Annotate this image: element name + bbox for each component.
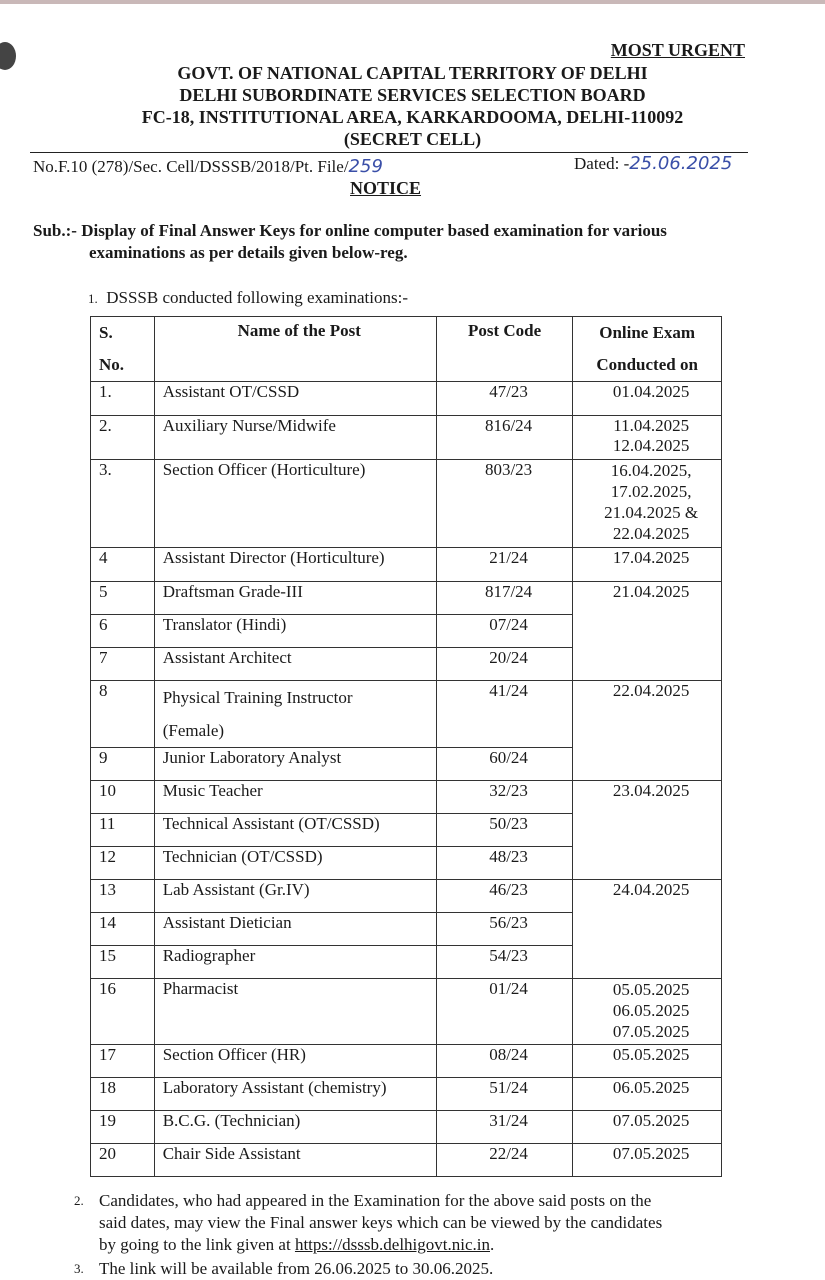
cell-sno: 7 <box>91 648 155 681</box>
subject-line1: Display of Final Answer Keys for online computer based examination for various <box>81 221 667 240</box>
table-row <box>91 681 722 748</box>
table-row <box>91 416 722 460</box>
dated-handwritten: 25.06.2025 <box>629 153 733 174</box>
cell-post: Laboratory Assistant (chemistry) <box>154 1078 436 1111</box>
cell-post: Radiographer <box>154 946 436 979</box>
cell-sno: 3. <box>91 460 155 548</box>
answer-key-link[interactable]: https://dsssb.delhigovt.nic.in <box>294 1235 490 1254</box>
subject-label: Sub.:- <box>33 221 77 240</box>
file-number <box>33 156 383 177</box>
cell-date-merged: 21.04.2025 <box>573 582 722 681</box>
cell-date: 01.04.2025 <box>573 382 722 416</box>
cell-sno: 10 <box>91 781 155 814</box>
cell-post: Pharmacist <box>154 979 436 1045</box>
subject-line2: examinations as per details given below-reg. <box>89 243 408 262</box>
cell-sno: 15 <box>91 946 155 979</box>
cell-date: 16.04.2025, 17.02.2025, 21.04.2025 & 22.04.2025 <box>573 460 722 548</box>
cell-code: 51/24 <box>436 1078 573 1111</box>
table-header-row <box>91 317 722 382</box>
cell-post: Technical Assistant (OT/CSSD) <box>154 814 436 847</box>
paragraph-3-num: 3. <box>74 1261 84 1276</box>
cell-sno: 16 <box>91 979 155 1045</box>
paragraph-2-line1: Candidates, who had appeared in the Examination for the above said posts on the <box>99 1191 652 1210</box>
cell-code: 41/24 <box>436 681 573 748</box>
cell-post: Auxiliary Nurse/Midwife <box>154 416 436 460</box>
cell-code: 01/24 <box>436 979 573 1045</box>
table-row <box>91 781 722 814</box>
cell-code: 803/23 <box>436 460 573 548</box>
cell-sno: 5 <box>91 582 155 615</box>
cell-sno: 17 <box>91 1045 155 1078</box>
table-row <box>91 1111 722 1144</box>
cell-post: Music Teacher <box>154 781 436 814</box>
cell-code: 50/23 <box>436 814 573 847</box>
cell-date: 05.05.2025 <box>573 1045 722 1078</box>
table-row <box>91 1045 722 1078</box>
paragraph-3 <box>74 1258 774 1280</box>
cell-post: Assistant Dietician <box>154 913 436 946</box>
cell-code: 07/24 <box>436 615 573 648</box>
table-row <box>91 582 722 615</box>
notice-title: NOTICE <box>350 178 422 198</box>
cell-sno: 14 <box>91 913 155 946</box>
table-row <box>91 979 722 1045</box>
cell-code: 20/24 <box>436 648 573 681</box>
cell-code: 47/23 <box>436 382 573 416</box>
cell-date: 17.04.2025 <box>573 548 722 582</box>
cell-code: 816/24 <box>436 416 573 460</box>
header-cell: (SECRET CELL) <box>343 129 482 149</box>
header-date: Online Exam Conducted on <box>573 317 722 382</box>
cell-post: Lab Assistant (Gr.IV) <box>154 880 436 913</box>
cell-code: 817/24 <box>436 582 573 615</box>
cell-sno: 12 <box>91 847 155 880</box>
exam-table <box>90 316 722 1177</box>
cell-date: 05.05.2025 06.05.2025 07.05.2025 <box>573 979 722 1045</box>
item-1-num: 1. <box>88 291 98 306</box>
cell-code: 21/24 <box>436 548 573 582</box>
paragraph-2-line3: by going to the link given at https://dsssb.delhigovt.nic.in. <box>99 1235 495 1254</box>
table-row <box>91 382 722 416</box>
cell-date: 11.04.2025 12.04.2025 <box>573 416 722 460</box>
cell-code: 31/24 <box>436 1111 573 1144</box>
cell-sno: 8 <box>91 681 155 748</box>
cell-post: Junior Laboratory Analyst <box>154 748 436 781</box>
table-row <box>91 460 722 548</box>
cell-code: 08/24 <box>436 1045 573 1078</box>
cell-date-merged: 24.04.2025 <box>573 880 722 979</box>
cell-code: 54/23 <box>436 946 573 979</box>
cell-date-merged: 23.04.2025 <box>573 781 722 880</box>
cell-sno: 6 <box>91 615 155 648</box>
cell-sno: 4 <box>91 548 155 582</box>
header-sno: S. No. <box>91 317 155 382</box>
cell-post: B.C.G. (Technician) <box>154 1111 436 1144</box>
cell-sno: 2. <box>91 416 155 460</box>
table-row <box>91 1078 722 1111</box>
item-1-text: DSSSB conducted following examinations:- <box>106 288 408 307</box>
cell-code: 32/23 <box>436 781 573 814</box>
cell-post: Translator (Hindi) <box>154 615 436 648</box>
cell-post: Section Officer (HR) <box>154 1045 436 1078</box>
file-number-prefix: No.F.10 (278)/Sec. Cell/DSSSB/2018/Pt. File/ <box>33 157 349 176</box>
item-1 <box>88 288 408 308</box>
cell-date: 06.05.2025 <box>573 1078 722 1111</box>
cell-post: Assistant OT/CSSD <box>154 382 436 416</box>
cell-sno: 20 <box>91 1144 155 1177</box>
cell-post: Physical Training Instructor (Female) <box>154 681 436 748</box>
dated <box>574 153 732 174</box>
header-govt: GOVT. OF NATIONAL CAPITAL TERRITORY OF DELHI <box>177 63 648 83</box>
header-board: DELHI SUBORDINATE SERVICES SELECTION BOARD <box>179 85 646 105</box>
table-row <box>91 880 722 913</box>
cell-sno: 19 <box>91 1111 155 1144</box>
cell-post: Draftsman Grade-III <box>154 582 436 615</box>
table-row <box>91 1144 722 1177</box>
most-urgent-label: MOST URGENT <box>610 40 745 60</box>
cell-post: Chair Side Assistant <box>154 1144 436 1177</box>
cell-code: 48/23 <box>436 847 573 880</box>
cell-date-merged: 22.04.2025 <box>573 681 722 781</box>
cell-sno: 13 <box>91 880 155 913</box>
paragraph-2-line2: said dates, may view the Final answer keys which can be viewed by the candidates <box>99 1213 663 1232</box>
paragraph-2-num: 2. <box>74 1193 84 1208</box>
cell-post: Technician (OT/CSSD) <box>154 847 436 880</box>
cell-code: 46/23 <box>436 880 573 913</box>
top-edge <box>0 0 825 4</box>
cell-date: 07.05.2025 <box>573 1144 722 1177</box>
cell-post: Assistant Director (Horticulture) <box>154 548 436 582</box>
header-address: FC-18, INSTITUTIONAL AREA, KARKARDOOMA, DELHI-110092 <box>141 107 684 127</box>
cell-sno: 18 <box>91 1078 155 1111</box>
dated-label: Dated: - <box>574 154 630 173</box>
cell-sno: 9 <box>91 748 155 781</box>
cell-sno: 11 <box>91 814 155 847</box>
cell-date: 07.05.2025 <box>573 1111 722 1144</box>
paragraph-2 <box>74 1190 774 1256</box>
cell-post: Section Officer (Horticulture) <box>154 460 436 548</box>
header-code: Post Code <box>436 317 573 382</box>
file-number-handwritten: 259 <box>348 156 383 177</box>
cell-code: 56/23 <box>436 913 573 946</box>
header-post: Name of the Post <box>154 317 436 382</box>
cell-code: 22/24 <box>436 1144 573 1177</box>
table-row <box>91 548 722 582</box>
paragraph-3-text: The link will be available from 26.06.2025 to 30.06.2025. <box>99 1259 494 1278</box>
cell-code: 60/24 <box>436 748 573 781</box>
cell-sno: 1. <box>91 382 155 416</box>
subject <box>33 220 753 264</box>
cell-post: Assistant Architect <box>154 648 436 681</box>
